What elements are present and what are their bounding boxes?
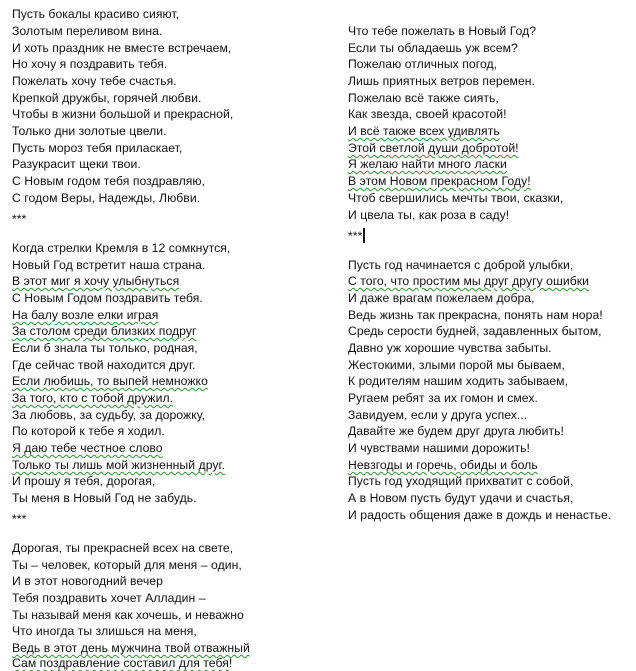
text-line: К родителям нашим ходить забываем, (348, 374, 569, 388)
text-line: Я желаю найти много ласки (348, 157, 507, 171)
text-line: Только дни золотые цвели. (12, 124, 167, 138)
text-cursor (363, 228, 365, 243)
text-line: Давно уж хорошие чувства забыты. (348, 341, 552, 355)
text-line: С того, что простим мы друг другу ошибки (348, 274, 589, 288)
text-line: Новый Год встретит наша страна. (12, 258, 206, 272)
text-line: Золотым переливом вина. (12, 24, 163, 38)
text-line: За столом среди близких подруг (12, 324, 197, 338)
text-line: Пусть бокалы красиво сияют, (12, 7, 180, 21)
text-line: Ведь в этот день мужчина твой отважный (12, 641, 250, 655)
text-line: Ты меня в Новый Год не забудь. (12, 491, 197, 505)
text-line: Пожелать хочу тебе счастья. (12, 74, 177, 88)
text-line: Как звезда, своей красотой! (348, 107, 507, 121)
text-line: Чтоб свершились мечты твои, сказки, (348, 191, 564, 205)
stanza-separator: *** (12, 212, 27, 226)
text-line: И прошу я тебя, дорогая, (12, 474, 156, 488)
text-line: Крепкой дружбы, горячей любви. (12, 91, 202, 105)
text-line: И цвела ты, как роза в саду! (348, 208, 510, 222)
text-line: Но хочу я поздравить тебя. (12, 57, 168, 71)
text-line: Этой светлой души добротой! (348, 141, 519, 155)
text-line: В этом Новом прекрасном Году! (348, 174, 531, 188)
text-line: Когда стрелки Кремля в 12 сомкнутся, (12, 241, 231, 255)
text-line: Пусть год уходящий прихватит с собой, (348, 474, 574, 488)
stanza-separator (348, 228, 365, 244)
text-line: По которой к тебе я ходил. (12, 424, 165, 438)
text-line: Лишь приятных ветров перемен. (348, 74, 536, 88)
text-line: И всё также всех удивлять (348, 124, 500, 138)
text-line: Завидуем, если у друга успех... (348, 408, 528, 422)
text-line: Тебя поздравить хочет Алладин – (12, 591, 206, 605)
text-line: В этот миг я хочу улыбнуться (12, 274, 180, 288)
text-line: Что тебе пожелать в Новый Год? (348, 24, 537, 38)
text-line: С годом Веры, Надежды, Любви. (12, 191, 201, 205)
text-line: За того, кто с тобой дружил. (12, 391, 174, 405)
text-line: Только ты лишь мой жизненный друг. (12, 458, 225, 472)
text-line: Где сейчас твой находится друг. (12, 358, 196, 372)
text-line: И радость общения даже в дождь и ненастье. (348, 508, 612, 522)
text-line: Давайте же будем друг друга любить! (348, 424, 564, 438)
text-line: Что иногда ты злишься на меня, (12, 624, 197, 638)
text-line: Пожелаю всё также сиять, (348, 91, 499, 105)
text-line: И хоть праздник не вместе встречаем, (12, 41, 232, 55)
text-line: А в Новом пусть будут удачи и счастья, (348, 491, 574, 505)
text-line: Жестокими, злыми порой мы бываем, (348, 358, 565, 372)
text-line: Если любишь, то выпей немножко (12, 374, 208, 388)
text-line: С Новым Годом поздравить тебя. (12, 291, 203, 305)
text-line: Разукрасит щеки твои. (12, 157, 141, 171)
text-line: С Новым годом тебя поздравляю, (12, 174, 206, 188)
text-line: Дорогая, ты прекрасней всех на свете, (12, 541, 234, 555)
text-line: Средь серости будней, задавленных бытом, (348, 324, 602, 338)
text-line: Если б знала ты только, родная, (12, 341, 198, 355)
text-line: И даже врагам пожелаем добра, (348, 291, 535, 305)
text-line: Если ты обладаешь уж всем? (348, 41, 518, 55)
text-line: Пожелаю отличных погод, (348, 57, 498, 71)
text-line: Чтобы в жизни большой и прекрасной, (12, 107, 234, 121)
text-line: И чувствами нашими дорожить! (348, 441, 530, 455)
text-line: Невзгоды и горечь, обиды и боль (348, 458, 538, 472)
stanza-separator: *** (12, 512, 27, 526)
text-line: На балу возле елки играя (12, 308, 159, 322)
text-line: Ты – человек, который для меня – один, (12, 558, 242, 572)
text-line: Пусть год начинается с доброй улыбки, (348, 258, 574, 272)
text-line: За любовь, за судьбу, за дорожку, (12, 408, 206, 422)
text-line: Ругаем ребят за их гомон и смех. (348, 391, 538, 405)
text-line: Я даю тебе честное слово (12, 441, 163, 455)
text-line: И в этот новогодний вечер (12, 574, 163, 588)
text-line: Ведь жизнь так прекрасна, понять нам нора! (348, 308, 603, 322)
text-line: Пусть мороз тебя приласкает, (12, 141, 183, 155)
text-line: Ты называй меня как хочешь, и неважно (12, 608, 244, 622)
text-line: Сам поздравление составил для тебя! (12, 656, 233, 670)
separator-text: *** (348, 229, 363, 243)
